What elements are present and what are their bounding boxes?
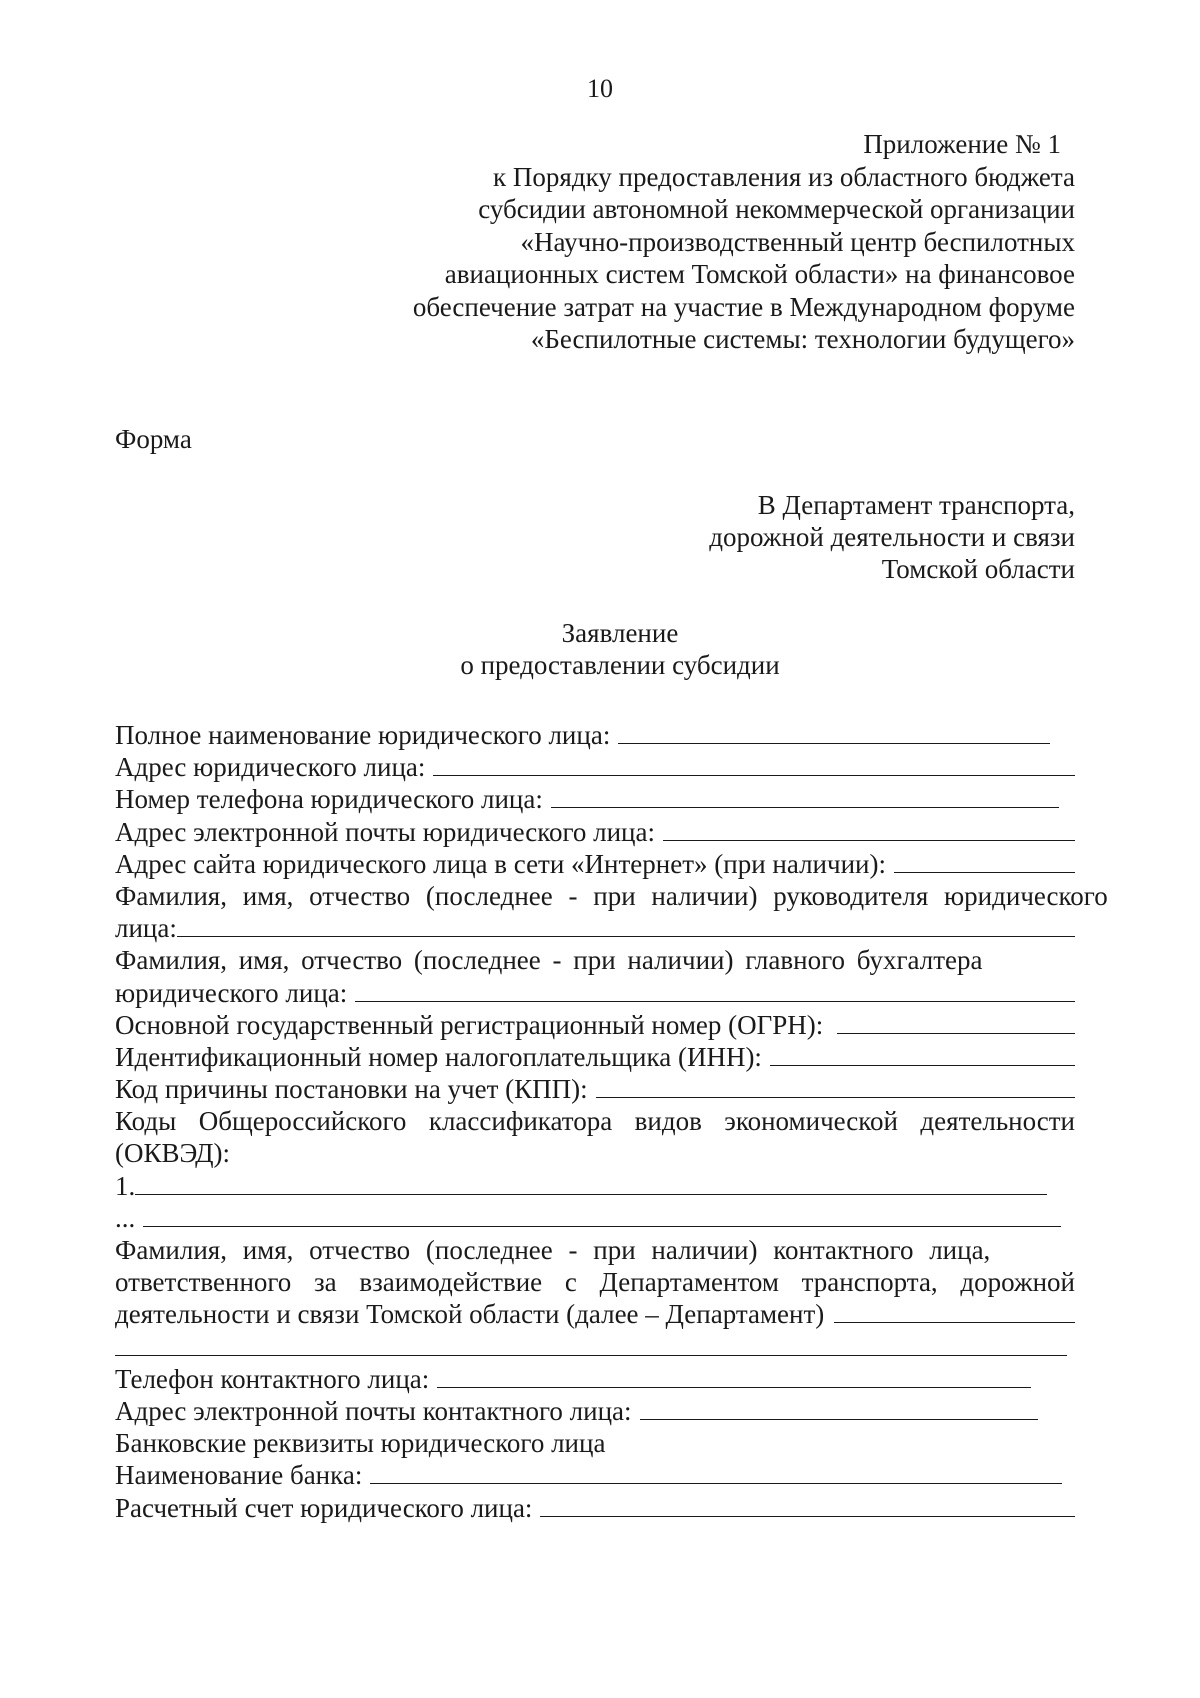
field-label: Номер телефона юридического лица: [115, 784, 543, 815]
addressee-line: дорожной деятельности и связи [709, 522, 1075, 552]
contact-person-input-line[interactable] [834, 1298, 1075, 1323]
field-contact-phone [115, 1363, 1075, 1395]
field-label: Коды Общероссийского классификатора видов экономической деятельности [115, 1106, 1075, 1137]
list-ellipsis: ... [115, 1202, 136, 1233]
field-label: Полное наименование юридического лица: [115, 720, 611, 750]
field-label: Адрес юридического лица: [115, 752, 426, 783]
addressee-block [475, 489, 1075, 585]
field-bank-name [115, 1459, 1075, 1491]
field-address [115, 751, 1075, 783]
field-accountant-name [115, 944, 1075, 976]
appendix-line: Приложение № 1 [863, 129, 1061, 159]
field-okved-cont [115, 1137, 1075, 1169]
field-website [115, 848, 1075, 880]
bank-details-heading [115, 1427, 1075, 1459]
field-label: лица: [115, 913, 177, 944]
contact-phone-input-line[interactable] [437, 1363, 1031, 1388]
okved-1-input-line[interactable] [135, 1170, 1047, 1195]
field-okved-item-more [115, 1202, 1075, 1234]
field-ogrn [115, 1009, 1075, 1041]
field-okved [115, 1105, 1075, 1137]
field-phone [115, 783, 1075, 815]
field-label: Телефон контактного лица: [115, 1363, 430, 1394]
appendix-line: «Научно-производственный центр беспилотных [520, 226, 1075, 257]
field-label: (ОКВЭД): [115, 1138, 230, 1169]
appendix-line: к Порядку предоставления из областного бюджета [493, 161, 1075, 192]
field-contact-person-cont3 [115, 1331, 1075, 1363]
document-title [0, 617, 1200, 681]
field-contact-email [115, 1395, 1075, 1427]
field-label: Фамилия, имя, отчество (последнее - при наличии) контактного лица, [115, 1235, 991, 1265]
appendix-line: авиационных систем Томской области» на финансовое [444, 259, 1075, 289]
field-head-name [115, 880, 1108, 912]
field-contact-person-cont [115, 1266, 1075, 1298]
appendix-line: субсидии автономной некоммерческой организации [478, 194, 1075, 224]
field-account [115, 1492, 1075, 1524]
field-label: Код причины постановки на учет (КПП): [115, 1074, 588, 1105]
field-label: юридического лица: [115, 977, 348, 1008]
inn-input-line[interactable] [770, 1041, 1075, 1066]
kpp-input-line[interactable] [596, 1073, 1075, 1098]
field-label: Адрес электронной почты контактного лица: [115, 1395, 632, 1426]
field-label: Идентификационный номер налогоплательщика (ИНН): [115, 1041, 762, 1072]
application-form [115, 719, 1108, 1524]
field-head-name-cont [115, 912, 1075, 944]
form-label: Форма [115, 424, 192, 454]
field-email [115, 816, 1075, 848]
contact-person-input-line-2[interactable] [115, 1331, 1067, 1356]
appendix-block [315, 128, 1075, 356]
address-input-line[interactable] [433, 751, 1075, 776]
appendix-line: обеспечение затрат на участие в Международном форуме [412, 291, 1075, 322]
account-input-line[interactable] [540, 1492, 1075, 1517]
field-label: деятельности и связи Томской области (далее – Департамент) [115, 1299, 825, 1330]
field-contact-person [115, 1234, 1075, 1266]
field-contact-person-cont2 [115, 1298, 1075, 1330]
page-number: 10 [587, 74, 613, 103]
head-name-input-line[interactable] [177, 912, 1075, 937]
field-inn [115, 1041, 1075, 1073]
full-name-input-line[interactable] [618, 719, 1050, 744]
email-input-line[interactable] [663, 816, 1075, 841]
phone-input-line[interactable] [551, 783, 1059, 808]
contact-email-input-line[interactable] [640, 1395, 1038, 1420]
section-label: Банковские реквизиты юридического лица [115, 1428, 606, 1459]
field-label: ответственного за взаимодействие с Департаментом транспорта, дорожной [115, 1267, 1075, 1298]
accountant-name-input-line[interactable] [355, 977, 1075, 1002]
field-label: Расчетный счет юридического лица: [115, 1492, 533, 1523]
ogrn-input-line[interactable] [837, 1009, 1075, 1034]
appendix-line: «Беспилотные системы: технологии будущего» [530, 324, 1075, 354]
okved-more-input-line[interactable] [143, 1202, 1061, 1227]
field-accountant-name-cont [115, 977, 1075, 1009]
list-number: 1. [115, 1170, 136, 1201]
field-label: Фамилия, имя, отчество (последнее - при наличии) руководителя юридического [115, 880, 1108, 911]
addressee-line: Томской области [881, 554, 1075, 584]
title-line: о предоставлении субсидии [460, 650, 780, 680]
bank-name-input-line[interactable] [370, 1459, 1062, 1484]
field-label: Адрес электронной почты юридического лица: [115, 816, 655, 847]
field-label: Фамилия, имя, отчество (последнее - при наличии) главного бухгалтера [115, 945, 983, 976]
field-kpp [115, 1073, 1075, 1105]
field-full-name [115, 719, 1075, 751]
field-label: Основной государственный регистрационный номер (ОГРН): [115, 1009, 824, 1040]
field-label: Наименование банка: [115, 1460, 363, 1491]
field-label: Адрес сайта юридического лица в сети «Интернет» (при наличии): [115, 848, 886, 879]
field-okved-item-1 [115, 1170, 1075, 1202]
title-line: Заявление [561, 618, 679, 648]
website-input-line[interactable] [894, 848, 1075, 873]
addressee-line: В Департамент транспорта, [757, 490, 1075, 520]
